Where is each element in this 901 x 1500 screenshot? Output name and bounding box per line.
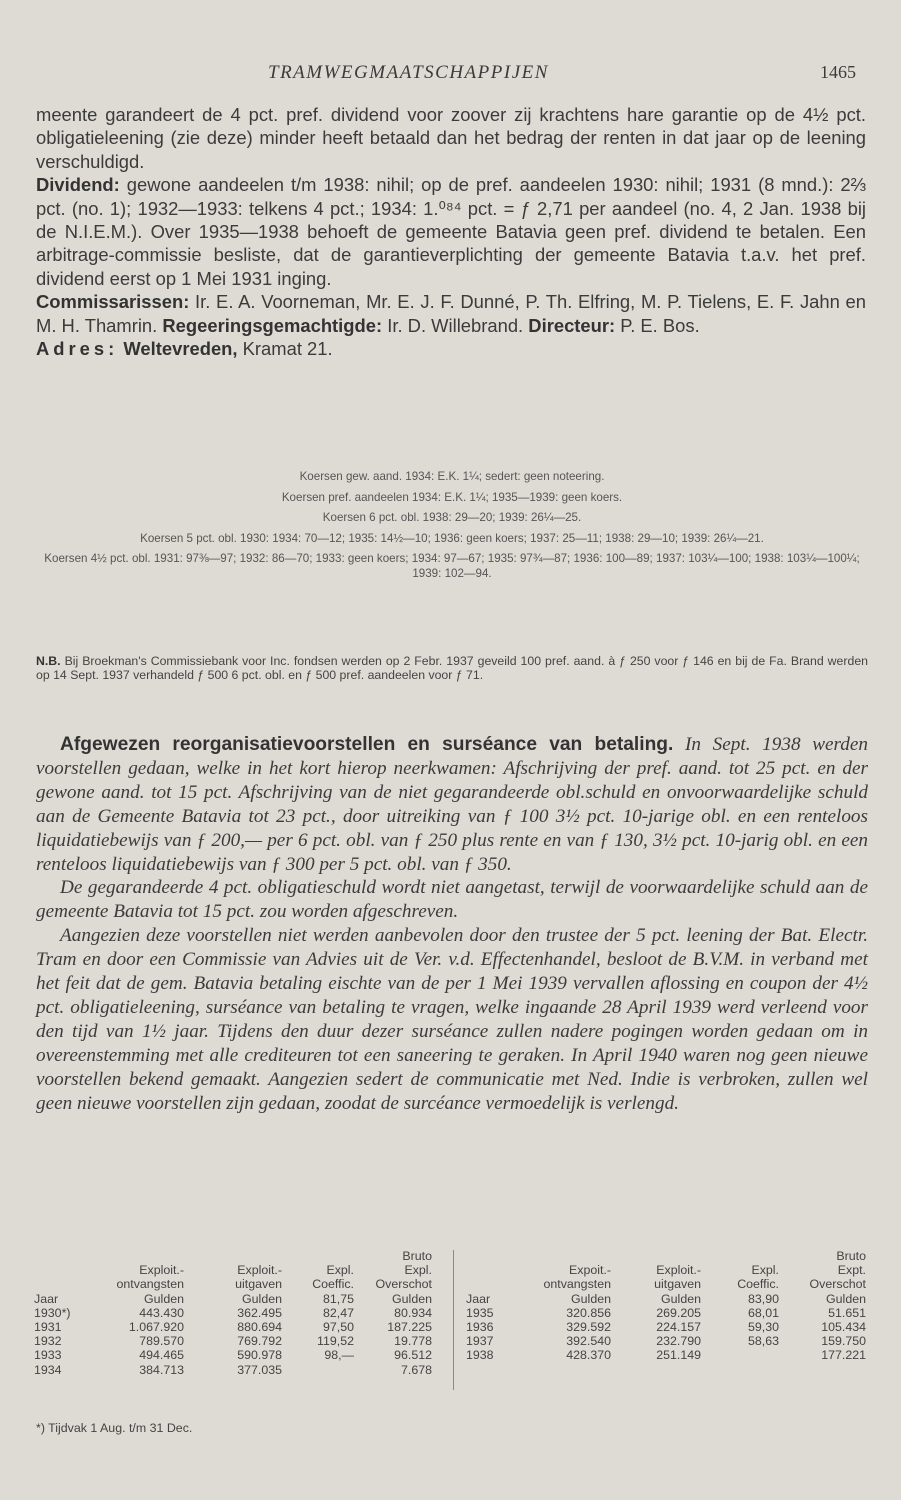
column-header: Exploit.- ontvangsten Gulden [116, 1263, 184, 1306]
column-header: Expl. Coeffic. [312, 1263, 354, 1292]
nb-label: N.B. [36, 654, 61, 668]
quote-line: Koersen 5 pct. obl. 1930: 1934: 70—12; 1935: 14½—10; 1936: geen koers; 1937: 25—11; 1938: 29—10; 1939: 26¼—21. [140, 531, 764, 545]
nb-text: Bij Broekman's Commissiebank voor Inc. fondsen werden op 2 Febr. 1937 geveild 100 pref. aand. à ƒ 250 voor ƒ 146 en bij de Fa. Brand werden op 14 Sept. 1937 verhandeld ƒ 500 6 pct. obl. en ƒ 500 pref. aandeelen voor ƒ 71. [36, 654, 868, 682]
table-cell: 82,47 [322, 1305, 354, 1320]
quote-line: Koersen 6 pct. obl. 1938: 29—20; 1939: 26¼—25. [322, 511, 582, 524]
address-paragraph [36, 337, 866, 360]
table-column [284, 1249, 354, 1363]
table-cell: 494.465 [139, 1348, 184, 1363]
table-cell: 880.694 [237, 1320, 282, 1335]
table-cell: 362.495 [237, 1305, 282, 1320]
running-title: TRAMWEGMAATSCHAPPIJEN [268, 62, 549, 83]
table-cell: 68,01 [747, 1305, 779, 1320]
table-cell: 96.512 [394, 1348, 432, 1363]
table-cell: 428.370 [566, 1348, 611, 1363]
directeur-label: Directeur: [528, 314, 616, 336]
price-quotations [36, 470, 868, 587]
commissarissen-label: Commissarissen: [36, 291, 190, 313]
table-column [84, 1249, 184, 1377]
address-label: Adres: [36, 338, 119, 360]
company-details [36, 103, 866, 360]
table-column [703, 1249, 779, 1348]
table-cell: 1938 [466, 1348, 494, 1363]
table-cell: 1931 [34, 1320, 62, 1335]
table-cell: 58,63 [747, 1334, 779, 1349]
column-header: Exploit.- uitgaven Gulden [235, 1263, 282, 1306]
table-cell: 177.221 [821, 1348, 866, 1363]
table-column [781, 1249, 866, 1363]
column-header: Bruto Expt. Overschot Gulden [809, 1249, 866, 1306]
table-cell: 232.790 [656, 1334, 701, 1349]
dividend-text: gewone aandeelen t/m 1938: nihil; op de pref. aandeelen 1930: nihil; 1931 (8 mnd.): 2⅔ pct. (no. 1); 1932—1933: telkens 4 pct.; 1934: 1.⁰⁸⁴ pct. = ƒ 2,71 per aandeel (no. 4, 2 Jan. 1938 bij de N.I.E.M.). Over 1935—1938 behoeft de gemeente Batavia geen pref. dividend te betalen. Een arbitrage-commissie besliste, dat de garantieverplichting der gemeente Batavia t.a.v. het pref. dividend eerst op 1 Mei 1931 inging. [36, 174, 866, 289]
guarantee-paragraph: meente garandeert de 4 pct. pref. dividend voor zoover zij krachtens hare garantie op de 4½ pct. obligatieleening (zie deze) minder heeft betaald dan het bedrag der renten in dat jaar op de leening verschuldigd. [36, 104, 866, 172]
table-cell: 769.792 [237, 1334, 282, 1349]
column-header: Jaar [34, 1291, 59, 1306]
table-cell: 98,— [324, 1348, 354, 1363]
table-cell: 224.157 [656, 1320, 701, 1335]
commissarissen-text: Ir. E. A. Voorneman, Mr. E. J. F. Dunné, P. Th. Elfring, M. P. Tielens, E. F. Jahn en M. H. Thamrin. [36, 291, 866, 336]
table-column [466, 1249, 511, 1363]
table-column [186, 1249, 282, 1377]
section-paragraph: De gegarandeerde 4 pct. obligatieschuld wordt niet aangetast, terwijl de voorwaardelijke schuld aan de gemeente Batavia tot 15 pct. zou worden afgeschreven. [36, 877, 868, 923]
quote-line: Koersen 4½ pct. obl. 1931: 97⅜—97; 1932: 86—70; 1933: geen koers; 1934: 97—67; 1935: 97¾—87; 1936: 100—89; 1937: 103¼—100; 1938: 103¼—100¼; 1939: 102—94. [44, 552, 860, 580]
table-cell: 443.430 [139, 1305, 184, 1320]
table-cell: 51.651 [828, 1305, 866, 1320]
table-cell: 1932 [34, 1334, 62, 1349]
table-cell: 187.225 [387, 1320, 432, 1335]
table-cell: 97,50 [322, 1320, 354, 1335]
dividend-paragraph [36, 173, 866, 290]
table-cell: 19.778 [394, 1334, 432, 1349]
table-cell: 329.592 [566, 1320, 611, 1335]
column-header: Jaar [466, 1291, 491, 1306]
directeur-text: P. E. Bos. [620, 314, 700, 336]
section-text: In Sept. 1938 werden voorstellen gedaan, welke in het kort hierop neerkwamen: Afschrijving der pref. aand. tot 25 pct. en der gewone aand. tot 15 pct. Afschrijving van de niet gegarandeerde obl.schuld en onvoorwaardelijke schuld aan de Gemeente Batavia tot 23 pct., door uitreiking van ƒ 100 3½ pct. 10-jarige obl. en een renteloos liquidatiebewijs van ƒ 200,— per 6 pct. obl. van ƒ 250 plus rente en van ƒ 130, 3½ pct. 10-jarig obl. en een renteloos liquidatiebewijs van ƒ 300 per 5 pct. obl. van ƒ 350. [36, 734, 868, 875]
dividend-label: Dividend: [36, 174, 120, 196]
table-cell: 392.540 [566, 1334, 611, 1349]
table-footnote: *) Tijdvak 1 Aug. t/m 31 Dec. [36, 1421, 193, 1435]
table-column [34, 1249, 84, 1377]
column-header: Expoit.- ontvangsten Gulden [543, 1263, 611, 1306]
operating-results [0, 1249, 901, 1409]
table-cell: 1935 [466, 1305, 494, 1320]
table-cell: 119,52 [317, 1334, 354, 1349]
table-cell: 384.713 [139, 1362, 184, 1377]
board-paragraph [36, 290, 866, 337]
table-cell: 269.205 [656, 1305, 701, 1320]
address-place: Weltevreden, [123, 338, 238, 360]
table-cell: 1934 [34, 1362, 62, 1377]
nb-note [36, 655, 868, 682]
column-header: Bruto Expl. Overschot Gulden [375, 1249, 432, 1306]
table-column [356, 1249, 432, 1377]
table-cell: 159.750 [821, 1334, 866, 1349]
table-cell: 1933 [34, 1348, 62, 1363]
table-cell: 83,90 [747, 1291, 779, 1306]
page-number: 1465 [820, 62, 856, 82]
table-cell: 1930*) [34, 1305, 71, 1320]
column-header: Exploit.- uitgaven Gulden [654, 1263, 701, 1306]
table-cell: 81,75 [322, 1291, 354, 1306]
table-cell: 1.067.920 [128, 1320, 184, 1335]
table-cell: 251.149 [656, 1348, 701, 1363]
table-cell: 590.978 [237, 1348, 282, 1363]
running-header [0, 62, 901, 86]
quote-line: Koersen gew. aand. 1934: E.K. 1¼; sedert: geen noteering. [299, 470, 605, 483]
quote-line: Koersen pref. aandeelen 1934: E.K. 1¼; 1935—1939: geen koers. [281, 490, 623, 504]
reorganisation-section [36, 733, 868, 1116]
regeeringsgemachtigde-label: Regeeringsgemachtigde: [162, 314, 383, 336]
table-column [613, 1249, 701, 1363]
table-cell: 7.678 [400, 1362, 432, 1377]
section-heading: Afgewezen reorganisatievoorstellen en surséance van betaling. [60, 734, 674, 755]
table-cell: 80.934 [394, 1305, 432, 1320]
table-column [511, 1249, 611, 1363]
table-cell: 1937 [466, 1334, 494, 1349]
section-paragraph [36, 733, 868, 876]
table-cell: 789.570 [139, 1334, 184, 1349]
table-cell: 320.856 [566, 1305, 611, 1320]
section-paragraph: Aangezien deze voorstellen niet werden aanbevolen door den trustee der 5 pct. leening der Bat. Electr. Tram en door een Commissie van Advies uit de Ver. v.d. Effectenhandel, besloot de B.V.M. in verband met het feit dat de gem. Batavia betaling eischte van de per 1 Mei 1939 vervallen aflossing en coupon der 4½ pct. obligatieleening, surséance van betaling te vragen, welke ingaande 28 April 1939 werd verleend voor den tijd van 1½ jaar. Tijdens den duur dezer surséance zullen nadere pogingen worden gedaan om in overeenstemming met alle crediteuren tot een saneering te geraken. In April 1940 waren nog geen nieuwe voorstellen bekend gemaakt. Aangezien sedert de communicatie met Ned. Indie is verbroken, zullen wel geen nieuwe voorstellen zijn gedaan, zoodat de surcéance vermoedelijk is verlengd. [36, 925, 868, 1114]
regeeringsgemachtigde-text: Ir. D. Willebrand. [387, 314, 524, 336]
table-cell: 377.035 [237, 1362, 282, 1377]
column-header: Expl. Coeffic. [737, 1263, 779, 1292]
table-cell: 105.434 [821, 1320, 866, 1335]
table-cell: 59,30 [747, 1320, 779, 1335]
table-cell: 1936 [466, 1320, 494, 1335]
table-divider [453, 1250, 454, 1390]
address-street: Kramat 21. [242, 338, 333, 360]
